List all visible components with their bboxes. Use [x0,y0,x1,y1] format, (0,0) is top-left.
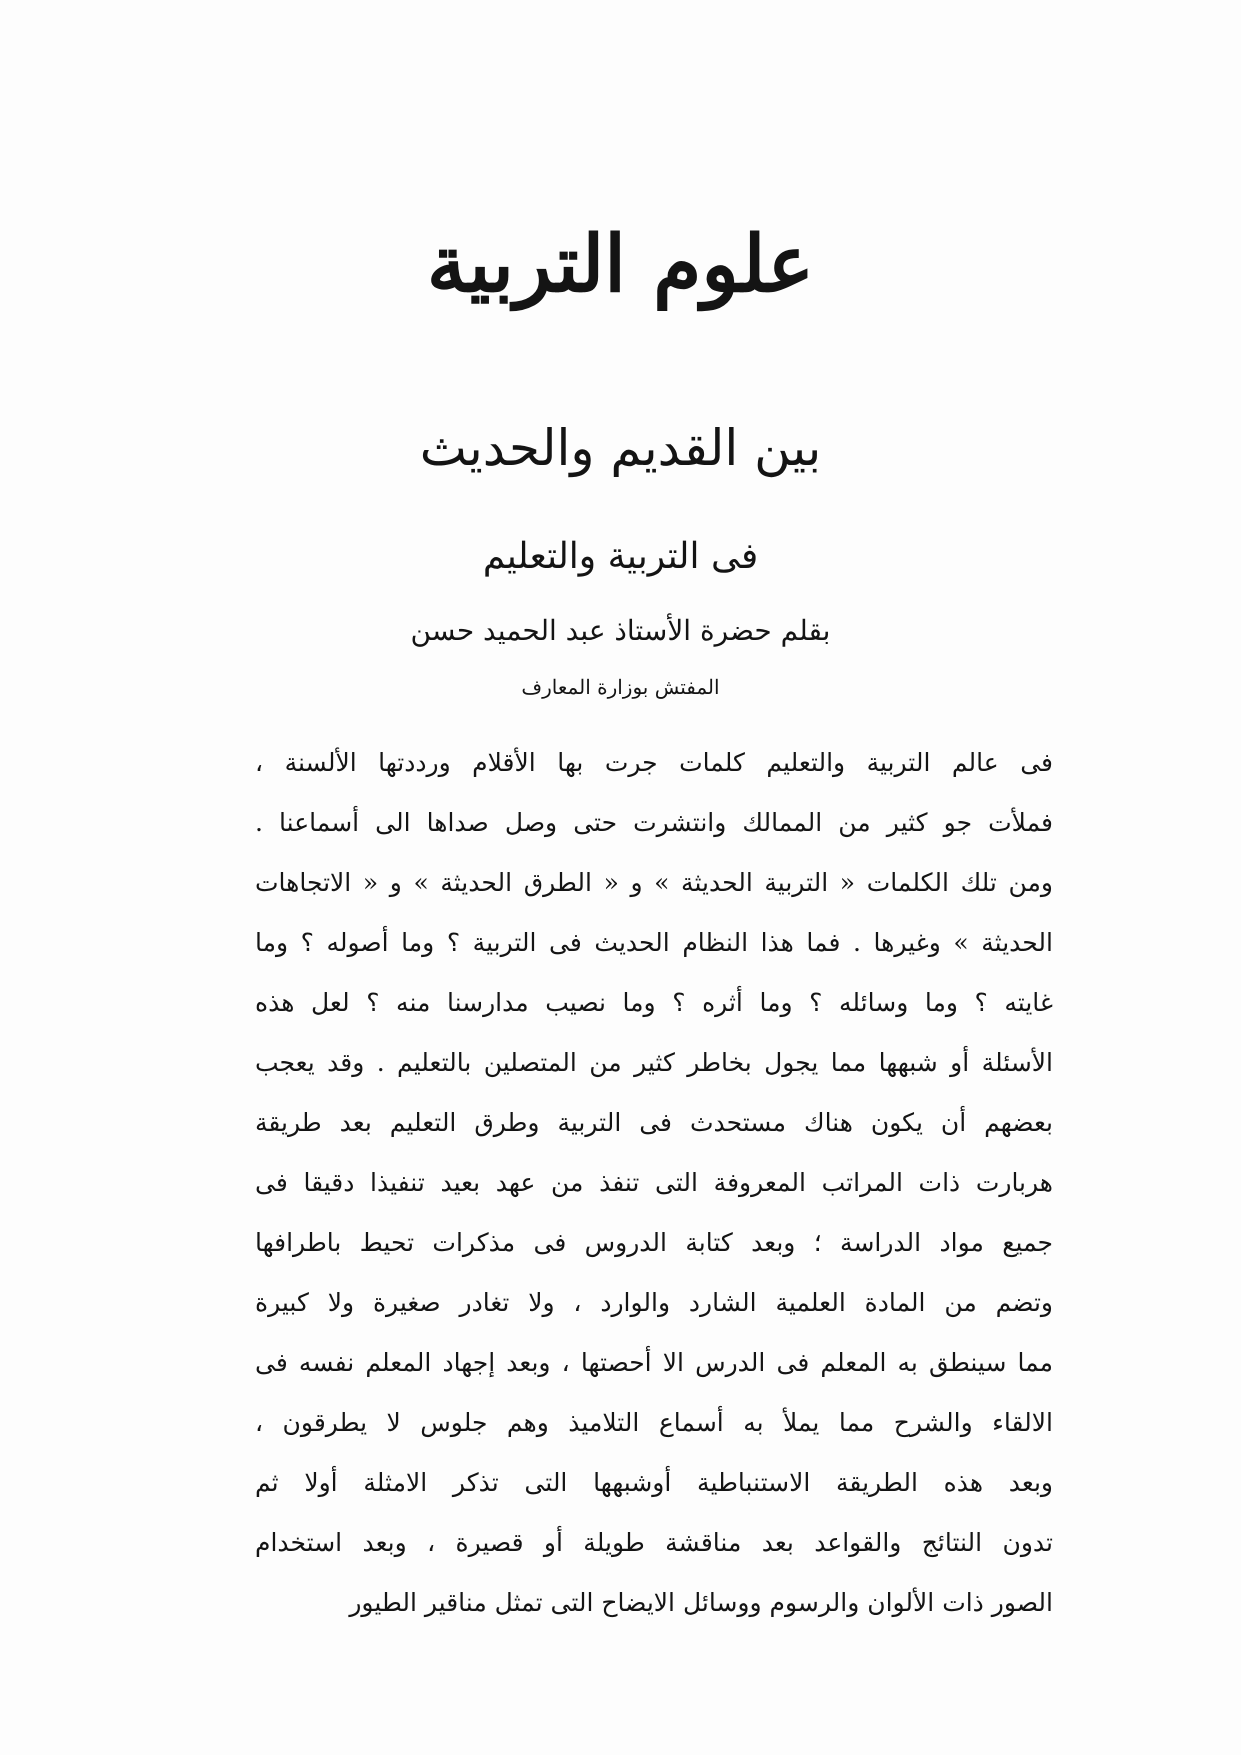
author-byline: بقلم حضرة الأستاذ عبد الحميد حسن [410,614,831,647]
body-line: تدون النتائج والقواعد بعد مناقشة طويلة أو قصيرة ، وبعد استخدام [255,1528,1053,1557]
body-line: مما سينطق به المعلم فى الدرس الا أحصتها ، وبعد إجهاد المعلم نفسه فى [255,1348,1053,1377]
body-line: وبعد هذه الطريقة الاستنباطية أوشبهها التى تذكر الامثلة أولا ثم [255,1468,1053,1497]
body-line: فى عالم التربية والتعليم كلمات جرت بها الأقلام ورددتها الألسنة ، [255,748,1053,777]
body-line: غايته ؟ وما وسائله ؟ وما أثره ؟ وما نصيب مدارسنا منه ؟ لعل هذه [255,988,1053,1017]
body-line: الصور ذات الألوان والرسوم ووسائل الايضاح التى تمثل مناقير الطيور [349,1588,1053,1617]
body-line: وتضم من المادة العلمية الشارد والوارد ، ولا تغادر صغيرة ولا كبيرة [255,1288,1053,1317]
body-line: جميع مواد الدراسة ؛ وبعد كتابة الدروس فى مذكرات تحيط باطرافها [255,1228,1053,1257]
page-subtitle: بين القديم والحديث [419,419,822,477]
body-text [255,733,1053,1633]
page-title: علوم التربية [426,219,815,310]
body-line: ومن تلك الكلمات « التربية الحديثة » و « الطرق الحديثة » و « الاتجاهات [255,868,1053,897]
section-heading: فى التربية والتعليم [482,536,759,577]
body-line: بعضهم أن يكون هناك مستحدث فى التربية وطرق التعليم بعد طريقة [255,1108,1053,1137]
body-line: الأسئلة أو شبهها مما يجول بخاطر كثير من المتصلين بالتعليم . وقد يعجب [255,1048,1053,1077]
body-line: الالقاء والشرح مما يملأ به أسماع التلاميذ وهم جلوس لا يطرقون ، [255,1408,1053,1437]
body-line: فملأت جو كثير من الممالك وانتشرت حتى وصل صداها الى أسماعنا . [255,808,1053,837]
author-role: المفتش بوزارة المعارف [521,675,720,699]
body-line: هربارت ذات المراتب المعروفة التى تنفذ من عهد بعيد تنفيذا دقيقا فى [255,1168,1053,1197]
body-line: الحديثة » وغيرها . فما هذا النظام الحديث فى التربية ؟ وما أصوله ؟ وما [255,928,1053,957]
